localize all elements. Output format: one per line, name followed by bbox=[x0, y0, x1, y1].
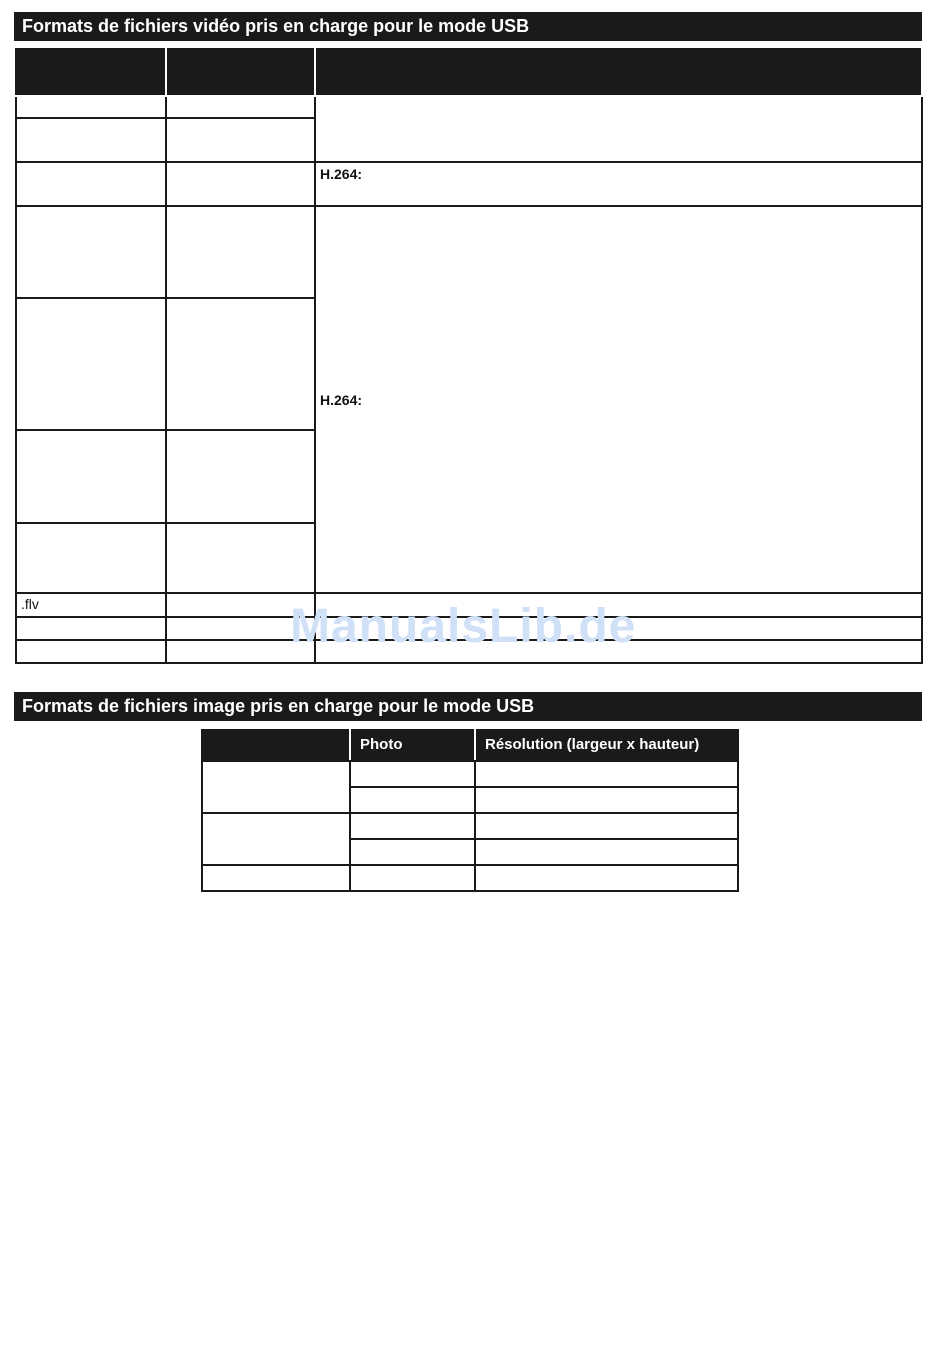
table-cell bbox=[16, 162, 166, 206]
table-cell bbox=[16, 430, 166, 523]
table-cell bbox=[350, 839, 475, 865]
table-cell bbox=[166, 206, 315, 298]
header-specification bbox=[315, 47, 922, 96]
table-cell bbox=[202, 761, 350, 813]
codec-spec-cell: H.264: bbox=[315, 206, 922, 593]
table-cell bbox=[166, 162, 315, 206]
table-cell bbox=[350, 813, 475, 839]
table-cell bbox=[475, 813, 738, 839]
watermark-logo: ManualsLib.de bbox=[290, 600, 637, 653]
table-cell bbox=[475, 839, 738, 865]
table-cell bbox=[475, 787, 738, 813]
table-cell bbox=[166, 430, 315, 523]
table-cell bbox=[16, 298, 166, 430]
table-cell bbox=[350, 761, 475, 787]
header-photo: Photo bbox=[350, 730, 475, 761]
table-cell bbox=[202, 813, 350, 865]
image-formats-title: Formats de fichiers image pris en charge pour le mode USB bbox=[14, 692, 922, 721]
table-cell bbox=[166, 118, 315, 162]
table-cell bbox=[202, 865, 350, 891]
codec-spec-cell: H.264: bbox=[315, 162, 922, 206]
table-cell bbox=[16, 206, 166, 298]
table-cell bbox=[475, 865, 738, 891]
table-cell bbox=[16, 640, 166, 663]
table-cell bbox=[475, 761, 738, 787]
header-extension bbox=[16, 47, 166, 96]
video-formats-table bbox=[15, 46, 923, 664]
header-resolution: Résolution (largeur x hauteur) bbox=[475, 730, 738, 761]
table-cell bbox=[16, 617, 166, 640]
header-extension bbox=[202, 730, 350, 761]
image-formats-table bbox=[201, 729, 739, 892]
table-cell bbox=[166, 96, 315, 118]
table-cell bbox=[16, 523, 166, 593]
table-cell bbox=[166, 298, 315, 430]
table-cell bbox=[16, 118, 166, 162]
flv-extension-cell: .flv bbox=[16, 593, 166, 617]
table-cell bbox=[315, 96, 922, 162]
table-cell bbox=[166, 523, 315, 593]
table-cell bbox=[16, 96, 166, 118]
table-cell bbox=[350, 865, 475, 891]
header-codec bbox=[166, 47, 315, 96]
table-cell bbox=[350, 787, 475, 813]
video-formats-title: Formats de fichiers vidéo pris en charge pour le mode USB bbox=[14, 12, 922, 41]
